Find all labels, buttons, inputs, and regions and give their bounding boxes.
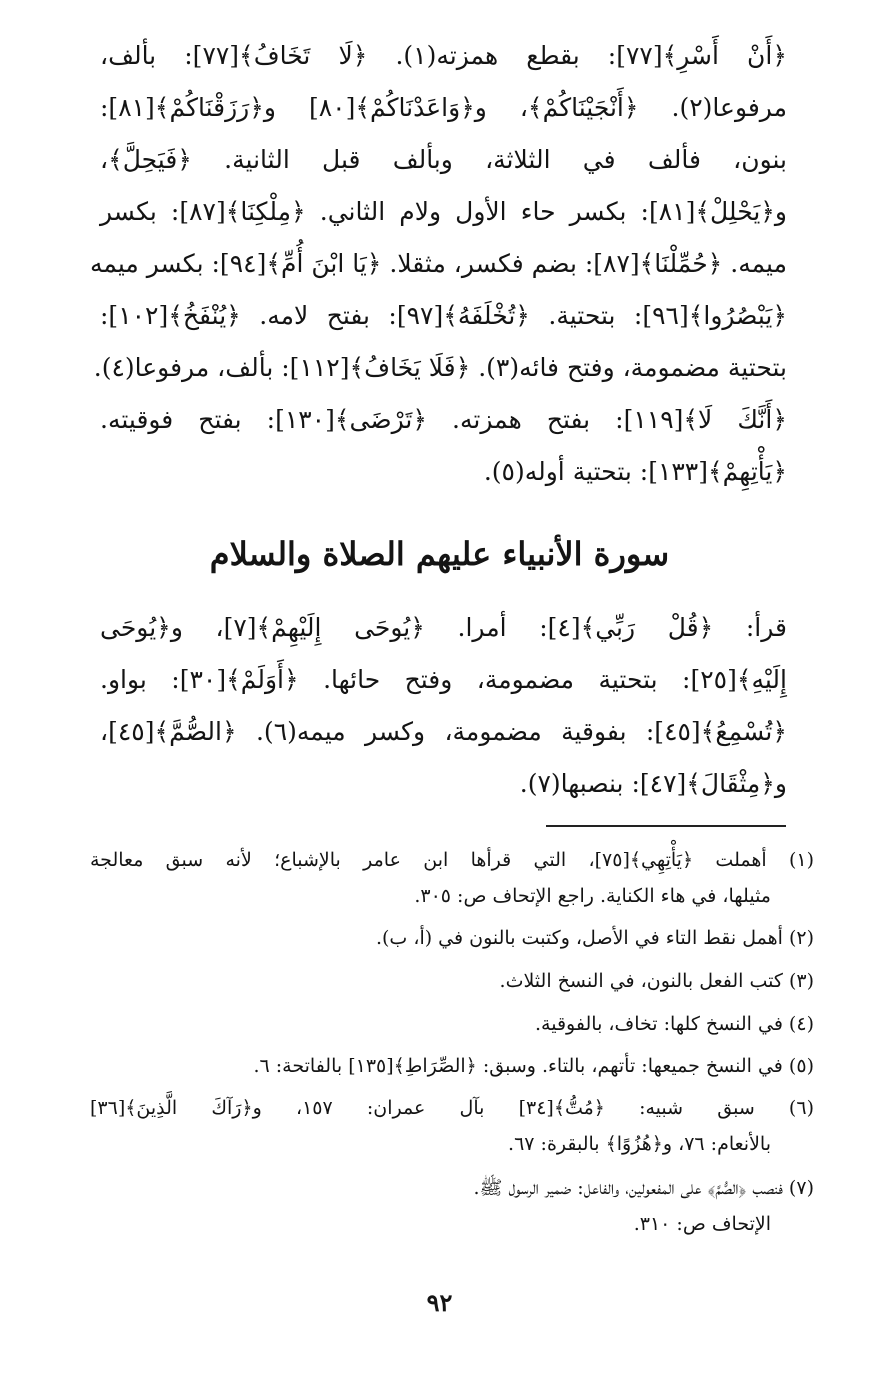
section-line: قرأ: ﴿قُلْ رَبِّي﴾[٤]: أمرا. ﴿يُوحَى إِلَيْهِمْ﴾[٧]، و﴿يُوحَى — [100, 613, 787, 642]
footnote-line: (١) أهملت ﴿يَأْتِهِي﴾[٧٥]، التي قرأها ابن عامر بالإشباع؛ لأنه سبق معالجة — [90, 849, 815, 871]
body-line: ﴿أَنْ أَسْرِ﴾[٧٧]: بقطع همزته(١). ﴿لَا تَخَافُ﴾[٧٧]: بألف، — [100, 41, 787, 70]
footnote-line: (٧) فنصب ﴿الصُّمَّ﴾ على المفعولين، والفاعل: ضمير الرسول ﷺ. — [473, 1177, 814, 1199]
footnote-line: الإتحاف ص: ٣١٠. — [633, 1213, 771, 1235]
section-line: ﴿تُسْمِعُ﴾[٤٥]: بفوقية مضمومة، وكسر ميمه(٦). ﴿الصُّمَّ﴾[٤٥]، — [100, 717, 787, 746]
section-line: و﴿مِثْقَالَ﴾[٤٧]: بنصبها(٧). — [519, 769, 787, 798]
body-line: و﴿يَحْلِلْ﴾[٨١]: بكسر حاء الأول ولام الثاني. ﴿مِلْكِنَا﴾[٨٧]: بكسر — [100, 197, 788, 226]
body-line: ﴿يَأْتِهِمْ﴾[١٣٣]: بتحتية أوله(٥). — [483, 457, 787, 486]
footnote-line: بالأنعام: ٧٦، و﴿هُزُوًا﴾ بالبقرة: ٦٧. — [508, 1133, 771, 1155]
footnote-line: (٤) في النسخ كلها: تخاف، بالفوقية. — [535, 1013, 814, 1035]
footnote-line: (٦) سبق شبيه: ﴿مُتُّ﴾[٣٤] بآل عمران: ١٥٧، و﴿رَآكَ الَّذِينَ﴾[٣٦] — [90, 1097, 814, 1119]
footnote-line: مثيلها، في هاء الكناية. راجع الإتحاف ص: ٣٠٥. — [414, 885, 771, 907]
body-line: ﴿يَبْصُرُوا﴾[٩٦]: بتحتية. ﴿تُخْلَفَهُ﴾[٩٧]: بفتح لامه. ﴿يُنْفَخُ﴾[١٠٢]: — [100, 301, 788, 330]
body-line: بنون، فألف في الثلاثة، وبألف قبل الثانية. ﴿فَيَحِلَّ﴾، — [100, 145, 787, 174]
section-line: إِلَيْهِ﴾[٢٥]: بتحتية مضمومة، وفتح حائها. ﴿أَوَلَمْ﴾[٣٠]: بواو. — [100, 665, 787, 694]
body-line: بتحتية مضمومة، وفتح فائه(٣). ﴿فَلَا يَخَافُ﴾[١١٢]: بألف، مرفوعا(٤). — [93, 353, 787, 382]
footnote-divider — [546, 825, 786, 827]
footnote-line: (٥) في النسخ جميعها: تأتهم، بالتاء. وسبق: ﴿الصِّرَاطِ﴾[١٣٥] بالفاتحة: ٦. — [253, 1055, 814, 1077]
section-title: سورة الأنبياء عليهم الصلاة والسلام — [209, 535, 670, 573]
page-number: ٩٢ — [426, 1288, 453, 1317]
body-line: مرفوعا(٢). ﴿أَنْجَيْنَاكُمْ﴾، و﴿وَاعَدْنَاكُمْ﴾[٨٠] و﴿رَزَقْنَاكُمْ﴾[٨١]: — [100, 93, 787, 122]
footnote-line: (٣) كتب الفعل بالنون، في النسخ الثلاث. — [499, 970, 814, 992]
body-line: ﴿أَنَّكَ لَا﴾[١١٩]: بفتح همزته. ﴿تَرْضَى﴾[١٣٠]: بفتح فوقيته. — [100, 405, 787, 434]
body-line: ميمه. ﴿حُمِّلْنَا﴾[٨٧]: بضم فكسر، مثقلا. ﴿يَا ابْنَ أُمِّ﴾[٩٤]: بكسر ميمه — [89, 249, 787, 278]
footnote-line: (٢) أهمل نقط التاء في الأصل، وكتبت بالنون في (أ، ب). — [375, 927, 814, 949]
